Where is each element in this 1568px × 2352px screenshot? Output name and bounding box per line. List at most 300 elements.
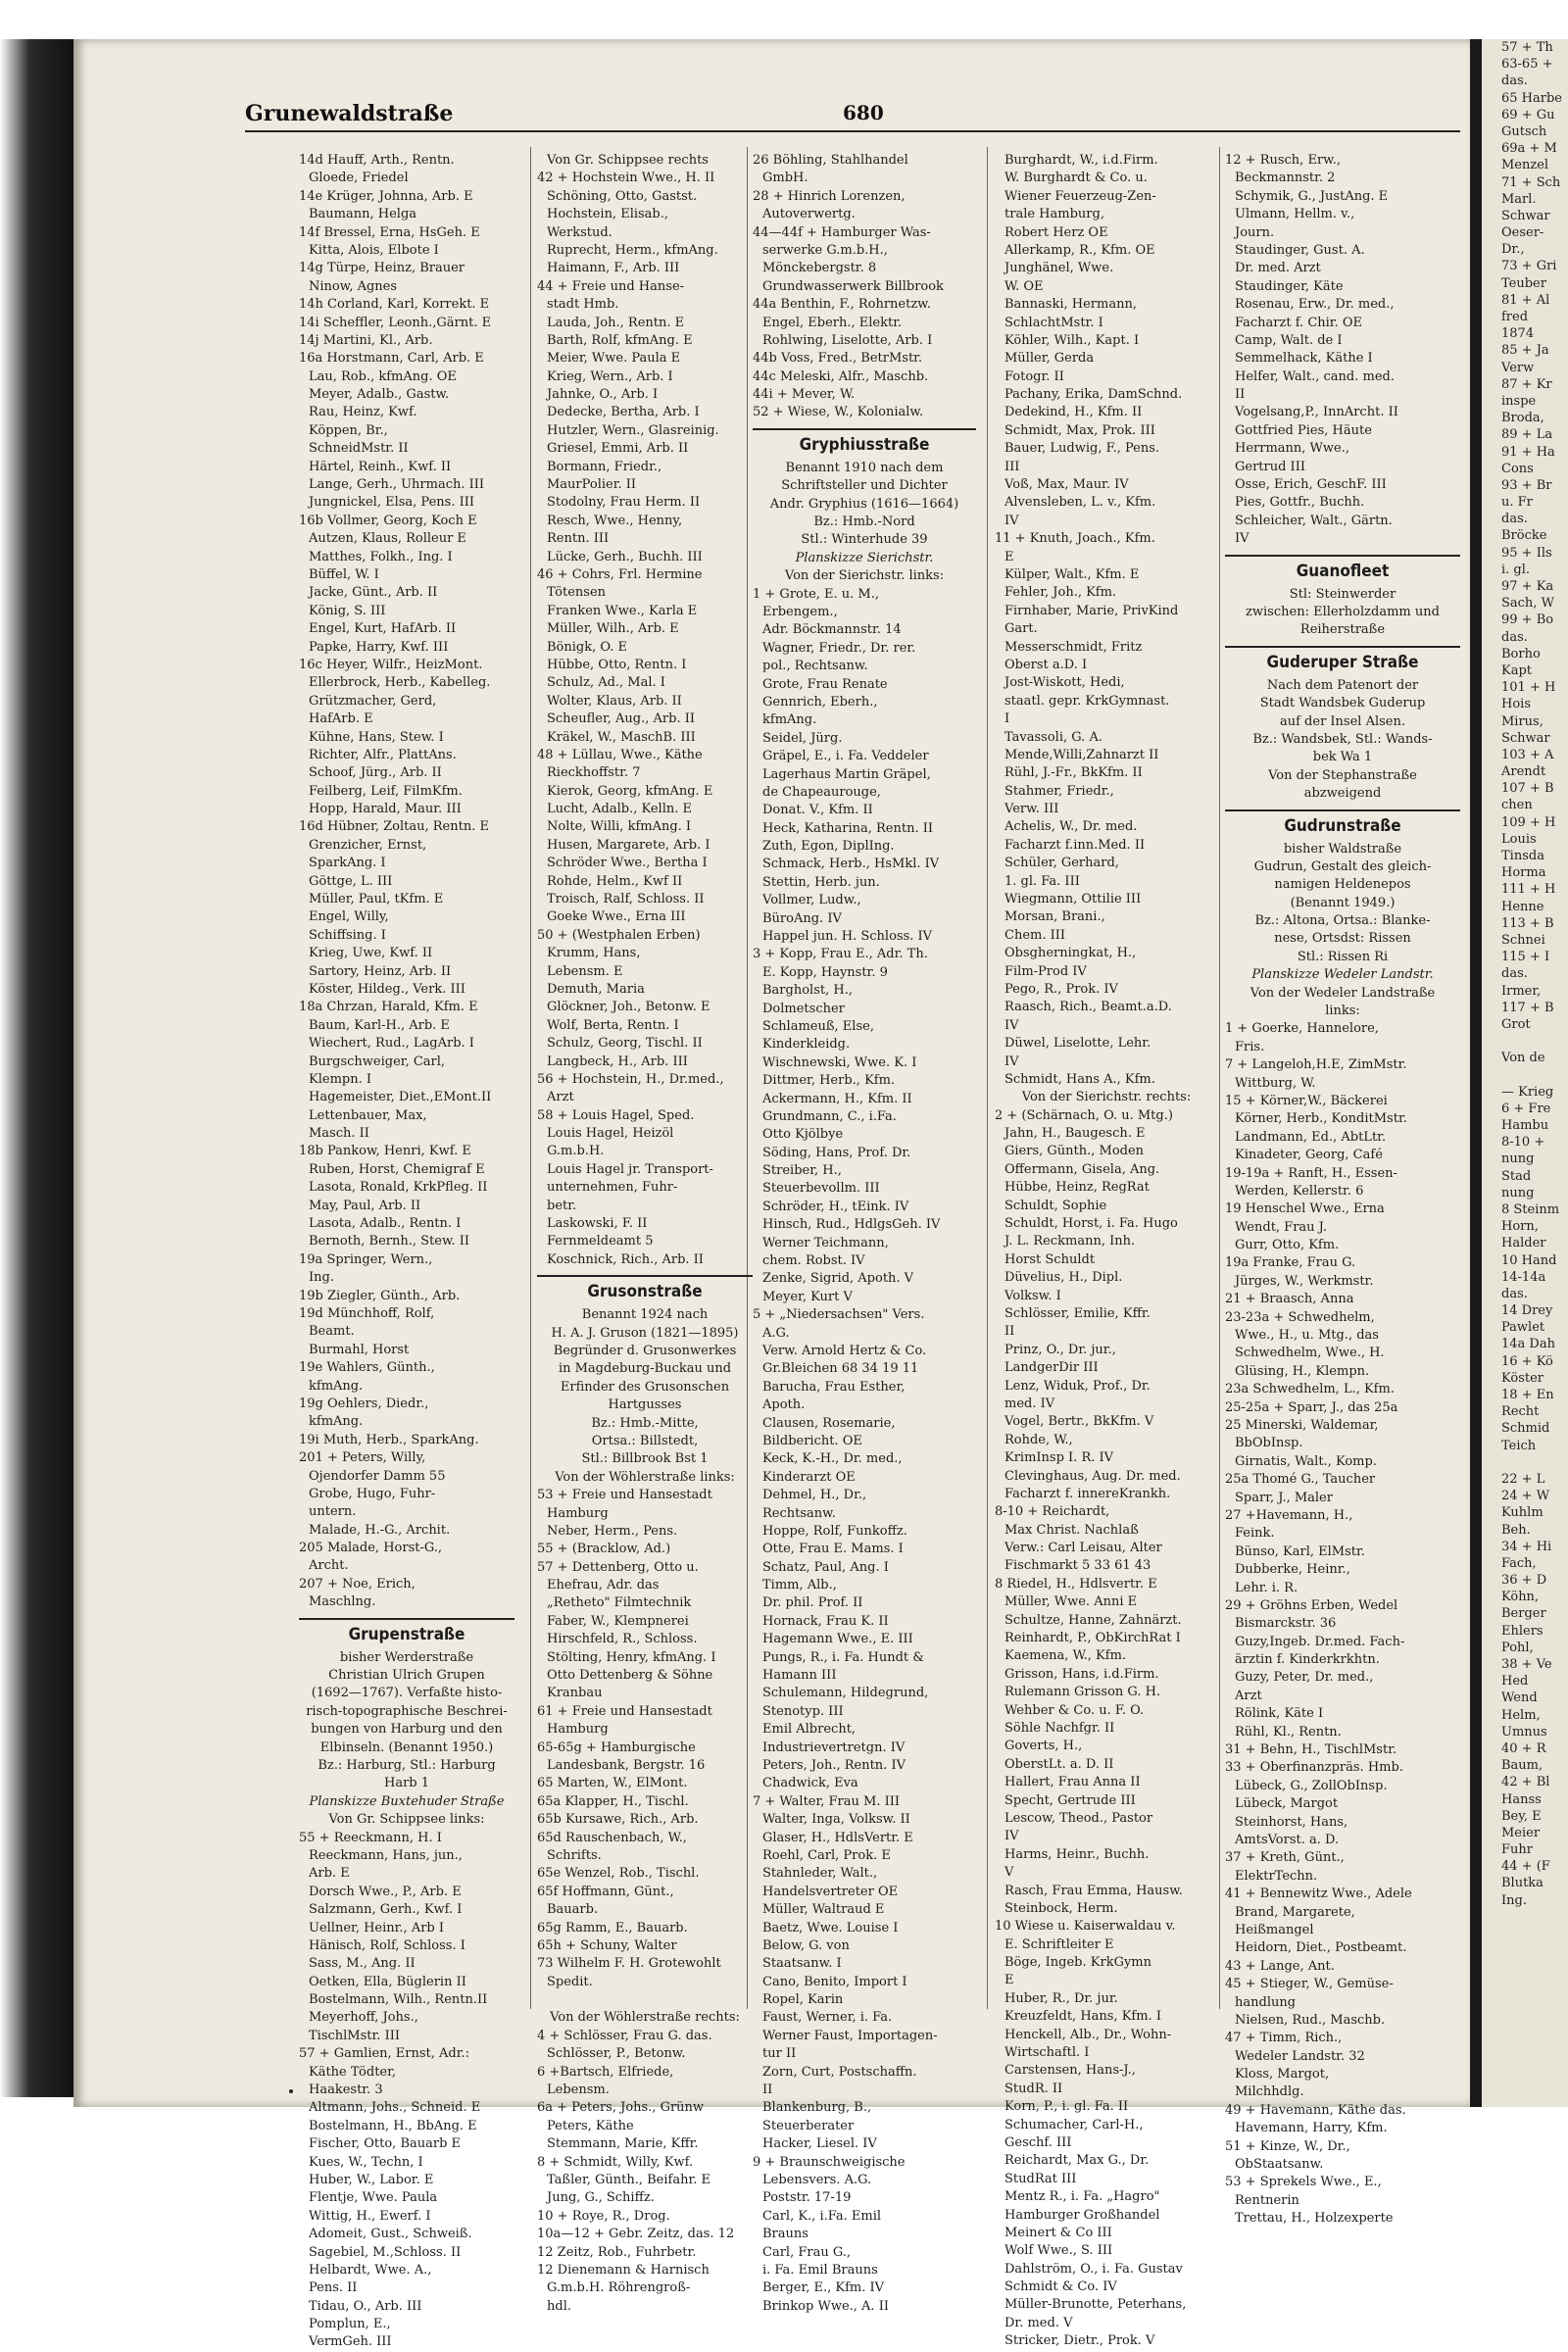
street-info-line: Reiherstraße [1299, 622, 1386, 638]
resident-entry: Wehber & Co. u. F. O. [1004, 1702, 1145, 1718]
street-info-line: Benannt 1910 nach dem [785, 460, 944, 475]
house-number-entry: 6 +Bartsch, Elfriede, [537, 2064, 674, 2080]
resident-entry: Kühne, Hans, Stew. I [309, 729, 444, 745]
resident-entry: Mentz R., i. Fa. „Hagro" [1004, 2189, 1160, 2205]
resident-entry: Richter, Alfr., PlattAns. [309, 747, 457, 762]
resident-entry: Jürges, W., Werkmstr. [1235, 1273, 1374, 1289]
resident-entry: Pachany, Erika, DamSchnd. [1004, 387, 1183, 403]
resident-entry: Baum, Karl-H., Arb. E [309, 1017, 450, 1033]
resident-entry: Rulemann Grisson G. H. [1004, 1685, 1161, 1700]
resident-entry: Brinkop Wwe., A. II [762, 2298, 889, 2314]
resident-entry: A.G. [762, 1325, 790, 1341]
resident-entry: Jost-Wiskott, Hedi, [1004, 675, 1125, 691]
resident-entry: Dedekind, H., Kfm. II [1004, 405, 1143, 420]
house-number-entry: 23a Schwedhelm, L., Kfm. [1225, 1382, 1395, 1397]
resident-entry: Salzmann, Gerh., Kwf. I [309, 1902, 463, 1918]
resident-entry: E. Schriftleiter E [1004, 1936, 1114, 1952]
resident-entry: G.m.b.H. Röhrengroß- [547, 2280, 691, 2296]
resident-entry: Bünso, Karl, ElMstr. [1235, 1544, 1365, 1559]
resident-entry: Lauda, Joh., Rentn. E [547, 315, 685, 330]
resident-entry: Reinhardt, P., ObKirchRat I [1004, 1631, 1181, 1646]
adjacent-page-line [1482, 1033, 1568, 1050]
resident-entry: unternehmen, Fuhr- [547, 1180, 678, 1196]
resident-entry: Heidorn, Diet., Postbeamt. [1235, 1940, 1407, 1956]
resident-entry: Arzt [547, 1090, 574, 1105]
adjacent-page-line: Teich [1501, 1438, 1537, 1453]
resident-entry: Feilberg, Leif, FilmKfm. [309, 783, 463, 799]
house-number-entry: 58 + Louis Hagel, Sped. [537, 1107, 695, 1123]
resident-entry: Lasota, Ronald, KrkPfleg. II [309, 1180, 488, 1196]
house-number-entry: 16c Heyer, Wilfr., HeizMont. [299, 657, 483, 672]
house-number-entry: 65-65g + Hamburgische [537, 1740, 696, 1755]
resident-entry: Ing. [309, 1270, 334, 1286]
resident-entry: Junghänel, Wwe. [1004, 261, 1114, 276]
house-number-entry: 16d Hübner, Zoltau, Rentn. E [299, 819, 489, 835]
street-heading: Guanofleet [1225, 555, 1460, 586]
street-info-line: Stl: Steinwerder [1289, 586, 1396, 602]
house-number-entry: 15 + Körner,W., Bäckerei [1225, 1093, 1388, 1108]
resident-entry: Feink. [1235, 1526, 1275, 1542]
resident-entry: Rohlwing, Liselotte, Arb. I [762, 332, 933, 348]
resident-entry: Schleicher, Walt., Gärtn. [1235, 513, 1393, 528]
adjacent-page-line: das. [1501, 966, 1528, 982]
resident-entry: Tavassoli, G. A. [1004, 729, 1102, 745]
resident-entry: Lebensm. E [547, 963, 623, 979]
house-number-entry: 65b Kursawe, Rich., Arb. [537, 1812, 699, 1828]
adjacent-page-line: das. [1501, 512, 1528, 527]
resident-entry: Wittburg, W. [1235, 1075, 1316, 1091]
resident-entry: Stricker, Dietr., Prok. V [1004, 2333, 1155, 2349]
resident-entry: untern. [309, 1504, 357, 1520]
resident-entry: Robert Herz OE [1004, 224, 1108, 240]
resident-entry: IV [1004, 513, 1019, 528]
adjacent-page-line: Irmer, [1501, 983, 1542, 999]
resident-entry: Koschnick, Rich., Arb. II [547, 1251, 704, 1267]
resident-entry: Poststr. 17-19 [762, 2190, 852, 2206]
adjacent-page-line: 107 + B [1501, 781, 1554, 797]
adjacent-page-line: chen [1501, 798, 1533, 813]
adjacent-page-line: 93 + Br [1501, 477, 1552, 493]
street-info-line: Schriftsteller und Dichter [781, 478, 948, 494]
house-number-entry: 47 + Timm, Rich., [1225, 2031, 1343, 2046]
adjacent-page-line: 73 + Gri [1501, 259, 1557, 274]
resident-entry: Werkstud. [547, 224, 612, 240]
resident-entry: Arzt [1235, 1688, 1262, 1703]
resident-entry: Schuldt, Horst, i. Fa. Hugo [1004, 1216, 1178, 1232]
resident-entry: kfmAng. [762, 712, 817, 728]
resident-entry: ärztin f. Kinderkrkhtn. [1235, 1652, 1380, 1668]
resident-entry: Härtel, Reinh., Kwf. II [309, 459, 452, 474]
resident-entry: Herrmann, Wwe., [1235, 441, 1349, 457]
resident-entry: Fischer, Otto, Bauarb E [309, 2136, 462, 2152]
resident-entry: Dehmel, H., Dr., [762, 1488, 867, 1503]
house-number-entry: 27 +Havemann, H., [1225, 1507, 1353, 1523]
resident-entry: Adr. Böckmannstr. 14 [762, 622, 902, 638]
adjacent-page-line: Schwar [1501, 730, 1550, 746]
resident-entry: Trettau, H., Holzexperte [1235, 2211, 1394, 2227]
street-info-line: zwischen: Ellerholzdamm und [1246, 604, 1440, 619]
house-number-entry: 50 + (Westphalen Erben) [537, 927, 701, 943]
resident-entry: Verw. Arnold Hertz & Co. [762, 1344, 927, 1358]
resident-entry: ElektrTechn. [1235, 1868, 1318, 1884]
resident-entry: Kräkel, W., MaschB. III [547, 729, 696, 745]
street-info-line: (1692—1767). Verfaßte histo- [311, 1686, 503, 1701]
resident-entry: Haakestr. 3 [309, 2082, 383, 2098]
adjacent-page-line: Kapt [1501, 662, 1533, 678]
resident-entry: Geschf. III [1004, 2134, 1072, 2150]
resident-entry: Schmidt, Max, Prok. III [1004, 422, 1155, 438]
adjacent-page-line: Pawlet [1501, 1320, 1545, 1336]
resident-entry: Jahn, H., Baugesch. E [1004, 1126, 1146, 1142]
adjacent-page-fragment [1482, 39, 1568, 2107]
adjacent-page-line: 69 + Gu [1501, 107, 1555, 122]
resident-entry: staatl. gepr. KrkGymnast. [1004, 693, 1170, 709]
adjacent-page-line: Recht [1501, 1404, 1540, 1420]
resident-entry: Bauarb. [547, 1902, 599, 1918]
resident-entry: HafArb. E [309, 711, 373, 727]
resident-entry: Reichardt, Max G., Dr. [1004, 2153, 1150, 2169]
adjacent-page-line: 85 + Ja [1501, 343, 1549, 359]
resident-entry: Timm, Alb., [762, 1578, 837, 1593]
resident-entry: Müller, Paul, tKfm. E [309, 892, 444, 907]
resident-entry: Hübbe, Otto, Rentn. I [547, 657, 687, 672]
resident-entry: Hochstein, Elisab., [547, 207, 669, 222]
resident-entry: pol., Rechtsanw. [762, 659, 868, 674]
resident-entry: Franken Wwe., Karla E [547, 603, 698, 618]
resident-entry: Schatz, Paul, Ang. I [762, 1559, 889, 1575]
house-number-entry: 7 + Langeloh,H.E, ZimMstr. [1225, 1057, 1407, 1073]
adjacent-page-line: Mirus, [1501, 713, 1544, 729]
resident-entry: Hopp, Harald, Maur. III [309, 802, 462, 817]
adjacent-page-line: Horma [1501, 865, 1546, 881]
resident-entry: Müller, Wilh., Arb. E [547, 621, 679, 637]
directory-column-4 [995, 152, 1218, 2349]
street-info-line: bungen von Harburg und den [311, 1722, 503, 1738]
adjacent-page-line: Oeser- [1501, 225, 1544, 241]
house-number-entry: 10a—12 + Gebr. Zeitz, das. 12 [537, 2227, 735, 2242]
resident-entry: Barth, Rolf, kfmAng. E [547, 332, 693, 348]
resident-entry: Stenotyp. III [762, 1703, 844, 1719]
house-number-entry: 19-19a + Ranft, H., Essen- [1225, 1165, 1397, 1181]
street-info-line: Ortsa.: Billstedt, [591, 1433, 699, 1448]
resident-entry: II [1235, 387, 1246, 403]
resident-entry: Schlösser, P., Betonw. [547, 2046, 686, 2062]
resident-entry: Roehl, Carl, Prok. E [762, 1847, 891, 1863]
adjacent-page-line: Grot [1501, 1016, 1531, 1032]
resident-entry: Cano, Benito, Import I [762, 1974, 907, 1989]
adjacent-page-line: das. [1501, 74, 1528, 89]
house-number-entry: 44—44f + Hamburger Was- [753, 224, 931, 240]
resident-entry: Pego, R., Prok. IV [1004, 981, 1118, 997]
resident-entry: Seidel, Jürg. [762, 730, 843, 746]
street-info-line: Harb 1 [383, 1776, 430, 1791]
resident-entry: Dorsch Wwe., P., Arb. E [309, 1884, 462, 1899]
adjacent-page-line: Wend [1501, 1690, 1538, 1706]
resident-entry: Raasch, Rich., Beamt.a.D. [1004, 1000, 1172, 1015]
resident-entry: Hänisch, Rolf, Schloss. I [309, 1937, 466, 1953]
house-number-entry: 23-23a + Schwedhelm, [1225, 1309, 1375, 1325]
street-running-head: Grunewaldstraße [245, 101, 454, 126]
resident-entry: Schröder, H., tEink. IV [762, 1199, 909, 1214]
column-rule [1219, 147, 1220, 2009]
adjacent-page-line: Teuber [1501, 275, 1546, 291]
resident-entry: Nielsen, Rud., Maschb. [1235, 2012, 1386, 2028]
resident-entry: Grobe, Hugo, Fuhr- [309, 1486, 436, 1501]
resident-entry: Landmann, Ed., AbtLtr. [1235, 1129, 1387, 1145]
resident-entry: Gennrich, Eberh., [762, 694, 878, 710]
adjacent-page-line: 97 + Ka [1501, 579, 1554, 594]
house-number-entry: 25-25a + Sparr, J., das 25a [1225, 1399, 1398, 1415]
resident-entry: Hinsch, Rud., HdlgsGeh. IV [762, 1217, 941, 1233]
resident-entry: Hagemeister, Diet.,EMont.II [309, 1090, 492, 1105]
house-number-entry: 25a Thomé G., Taucher [1225, 1472, 1376, 1488]
adjacent-page-line: 109 + H [1501, 814, 1556, 830]
plan-sketch-note: Planskizze Sierichstr. [795, 550, 934, 565]
resident-entry: E [1004, 1973, 1014, 1988]
resident-entry: J. L. Reckmann, Inh. [1004, 1234, 1136, 1250]
house-number-entry: 14e Krüger, Johnna, Arb. E [299, 188, 473, 204]
resident-entry: Engel, Kurt, HafArb. II [309, 621, 457, 637]
house-number-entry: 26 Böhling, Stahlhandel [753, 153, 908, 168]
resident-entry: Rölink, Käte I [1235, 1706, 1324, 1722]
page-dot [289, 2089, 293, 2093]
adjacent-page-line: Bröcke [1501, 528, 1547, 544]
adjacent-page-line: — Krieg [1501, 1084, 1554, 1100]
resident-entry: BüroAng. IV [762, 910, 842, 926]
resident-entry: Schmidt & Co. IV [1004, 2279, 1117, 2295]
house-number-entry: 18b Pankow, Henri, Kwf. E [299, 1144, 471, 1159]
resident-entry: Mende,Willi,Zahnarzt II [1004, 747, 1159, 762]
resident-entry: Schulz, Ad., Mal. I [547, 675, 665, 691]
house-number-entry: 46 + Cohrs, Frl. Hermine [537, 566, 703, 582]
house-number-entry: 14h Corland, Karl, Korrekt. E [299, 297, 490, 313]
adjacent-page-line: Verw [1501, 360, 1535, 375]
resident-entry: Klempn. I [309, 1071, 371, 1087]
street-info-line: (Benannt 1949.) [1290, 895, 1396, 910]
resident-entry: Erbengem., [762, 604, 838, 619]
resident-entry: Burgschweiger, Carl, [309, 1054, 446, 1069]
resident-entry: Bannaski, Hermann, [1004, 297, 1137, 313]
resident-entry: Schuldt, Sophie [1004, 1198, 1107, 1213]
resident-entry: OberstLt. a. D. II [1004, 1756, 1114, 1772]
house-number-entry: 65e Wenzel, Rob., Tischl. [537, 1866, 700, 1882]
resident-entry: Glaser, H., HdlsVertr. E [762, 1830, 913, 1845]
resident-entry: Camp, Walt. de I [1235, 332, 1343, 348]
resident-entry: Havemann, Harry, Kfm. [1235, 2121, 1388, 2136]
adjacent-page-line: Sach, W [1501, 596, 1554, 612]
resident-entry: Hagemann Wwe., E. III [762, 1632, 913, 1647]
house-number-entry: 73 Wilhelm F. H. Grotewohlt [537, 1956, 721, 1972]
scan-shadow-left [0, 39, 74, 2097]
directory-column-1 [299, 152, 514, 2350]
resident-entry: Schymik, G., JustAng. E [1235, 188, 1389, 204]
street-info-line: Stl.: Rissen Ri [1297, 949, 1389, 964]
resident-entry: Carstensen, Hans-J., [1004, 2063, 1136, 2079]
adjacent-page-line: nung [1501, 1152, 1535, 1167]
resident-entry: Film-Prod IV [1004, 963, 1087, 979]
resident-entry: Kinderarzt OE [762, 1469, 856, 1485]
page-gutter [1470, 39, 1482, 2107]
resident-entry: Schrifts. [547, 1847, 602, 1863]
resident-entry: Baetz, Wwe. Louise I [762, 1920, 899, 1936]
resident-entry: Louis Hagel, Heizöl [547, 1126, 674, 1142]
resident-entry: Hornack, Frau K. II [762, 1613, 889, 1629]
resident-entry: Harms, Heinr., Buchh. [1004, 1846, 1150, 1862]
resident-entry: Osse, Erich, GeschF. III [1235, 477, 1387, 493]
resident-entry: Rechtsanw. [762, 1505, 836, 1521]
resident-entry: Rühl, J.-Fr., BkKfm. II [1004, 765, 1143, 781]
street-info-line: Von der Wöhlerstraße links: [555, 1469, 735, 1485]
resident-entry: Tötensen [547, 585, 607, 601]
street-info-line: Bz.: Wandsbek, Stl.: Wands- [1252, 731, 1433, 747]
resident-entry: Pens. II [309, 2280, 358, 2296]
resident-entry: Köster, Hildeg., Verk. III [309, 981, 466, 997]
resident-entry: ObStaatsanw. [1235, 2157, 1324, 2173]
street-info-line: Von Gr. Schippsee links: [328, 1812, 485, 1828]
resident-entry: Schulemann, Hildegrund, [762, 1686, 929, 1701]
adjacent-page-line: Stad [1501, 1168, 1532, 1184]
resident-entry: Malade, H.-G., Archit. [309, 1522, 451, 1538]
street-info-line: bek Wa 1 [1312, 750, 1373, 765]
resident-entry: Wagner, Friedr., Dr. rer. [762, 640, 916, 656]
street-info-line: Von der Wedeler Landstraße [1250, 985, 1436, 1001]
resident-entry: Wolf, Berta, Rentn. I [547, 1017, 679, 1033]
resident-entry: Sagebiel, M.,Schloss. II [309, 2244, 462, 2260]
street-info-line: Christian Ulrich Grupen [328, 1668, 485, 1684]
street-info-line: Bz.: Harburg, Stl.: Harburg [318, 1757, 496, 1773]
house-number-entry: 65h + Schuny, Walter [537, 1937, 677, 1953]
resident-entry: Specht, Gertrude III [1004, 1792, 1136, 1808]
resident-entry: Burghardt, W., i.d.Firm. [1004, 153, 1158, 168]
resident-entry: Schultze, Hanne, Zahnärzt. [1004, 1612, 1182, 1628]
resident-entry: Rieckhoffstr. 7 [547, 765, 641, 781]
resident-entry: SparkAng. I [309, 856, 386, 871]
resident-entry: Facharzt f.inn.Med. II [1004, 837, 1146, 853]
resident-entry: II [762, 2082, 773, 2098]
resident-entry: Meyerhoff, Johs., [309, 2010, 418, 2026]
adjacent-page-line: Horn, [1501, 1219, 1539, 1235]
house-number-entry: 42 + Hochstein Wwe., H. II [537, 171, 715, 186]
resident-entry: Grenzicher, Ernst, [309, 837, 427, 853]
resident-entry: Meinert & Co III [1004, 2225, 1112, 2240]
resident-entry: Grote, Frau Renate [762, 676, 888, 692]
resident-entry: „Retheto" Filmtechnik [547, 1595, 692, 1611]
resident-entry: Volksw. I [1004, 1288, 1061, 1303]
resident-entry: Matthes, Folkh., Ing. I [309, 549, 453, 564]
resident-entry: Wiener Feuerzeug-Zen- [1004, 188, 1156, 204]
resident-entry: Müller, Wwe. Anni E [1004, 1594, 1138, 1610]
adjacent-page-line: 44 + (F [1501, 1859, 1550, 1875]
resident-entry: Glöckner, Joh., Betonw. E [547, 1000, 710, 1015]
resident-entry: Kaemena, W., Kfm. [1004, 1648, 1127, 1664]
adjacent-page-line: Henne [1501, 899, 1544, 914]
resident-entry: Oetken, Ella, Büglerin II [309, 1974, 466, 1989]
adjacent-page-line: das. [1501, 1286, 1528, 1301]
house-number-entry: 44c Meleski, Alfr., Maschb. [753, 368, 929, 384]
resident-entry: Wittig, H., Ewerf. I [309, 2208, 431, 2224]
resident-entry: Taßler, Günth., Beifahr. E [547, 2172, 711, 2187]
resident-entry: Pies, Gottfr., Buchh. [1235, 495, 1365, 511]
resident-entry: Tidau, O., Arb. III [309, 2298, 422, 2314]
adjacent-page-line: 89 + La [1501, 427, 1553, 443]
resident-entry: Verw. III [1004, 802, 1059, 817]
resident-entry: Hübbe, Heinz, RegRat [1004, 1180, 1150, 1196]
resident-entry: Wiegmann, Ottilie III [1004, 892, 1142, 907]
resident-entry: Dubberke, Heinr., [1235, 1562, 1350, 1578]
resident-entry: Nolte, Willi, kfmAng. I [547, 819, 692, 835]
house-number-entry: 65d Rauschenbach, W., [537, 1830, 687, 1845]
street-info-line: Benannt 1924 nach [581, 1307, 709, 1323]
house-number-entry: 1 + Grote, E. u. M., [753, 586, 880, 602]
resident-entry: Sass, M., Ang. II [309, 1956, 416, 1972]
adjacent-page-line: Borho [1501, 646, 1541, 662]
adjacent-page-line: Von de [1501, 1051, 1545, 1066]
resident-entry: Semmelhack, Käthe I [1235, 351, 1373, 367]
resident-entry: Firnhaber, Marie, PrivKind [1004, 603, 1179, 618]
resident-entry: Kranbau [547, 1686, 603, 1701]
adjacent-page-line: Meier [1501, 1825, 1541, 1840]
resident-entry: Fischmarkt 5 33 61 43 [1004, 1558, 1152, 1574]
adjacent-page-line: 99 + Bo [1501, 612, 1554, 628]
resident-entry: SchneidMstr. II [309, 441, 409, 457]
resident-entry: Obsgherningkat, H., [1004, 946, 1137, 961]
resident-entry: Hallert, Frau Anna II [1004, 1775, 1141, 1790]
resident-entry: Hamburg [547, 1722, 609, 1738]
resident-entry: Dittmer, Herb., Kfm. [762, 1073, 896, 1089]
resident-entry: Girnatis, Walt., Komp. [1235, 1453, 1377, 1469]
resident-entry: Söding, Hans, Prof. Dr. [762, 1145, 911, 1160]
resident-entry: Ulmann, Hellm. v., [1235, 207, 1355, 222]
resident-entry: Fernmeldeamt 5 [547, 1234, 654, 1250]
resident-entry: Giers, Günth., Moden [1004, 1144, 1145, 1159]
resident-entry: Rosenau, Erw., Dr. med., [1235, 297, 1395, 313]
resident-entry: Beckmannstr. 2 [1235, 171, 1336, 186]
resident-entry: Morsan, Brani., [1004, 909, 1105, 925]
resident-entry: Reeckmann, Hans, jun., [309, 1847, 463, 1863]
resident-entry: Böge, Ingeb. KrkGymn [1004, 1955, 1152, 1971]
resident-entry: Lagerhaus Martin Gräpel, [762, 766, 931, 782]
resident-entry: Hamburg [547, 1505, 609, 1521]
resident-entry: Grisson, Hans, i.d.Firm. [1004, 1666, 1159, 1682]
resident-entry: Wirtschaftl. I [1004, 2045, 1090, 2061]
resident-entry: Huber, W., Labor. E [309, 2172, 434, 2187]
resident-entry: Landesbank, Bergstr. 16 [547, 1757, 706, 1773]
house-number-entry: 19a Springer, Wern., [299, 1251, 433, 1267]
resident-entry: Walter, Inga, Volksw. II [762, 1812, 910, 1828]
adjacent-page-line: Berger [1501, 1606, 1546, 1622]
resident-entry: Maschlng. [309, 1594, 376, 1610]
house-number-entry: 19i Muth, Herb., SparkAng. [299, 1432, 479, 1447]
street-heading: Gudrunstraße [1225, 809, 1460, 841]
adjacent-page-line: 14 Drey [1501, 1303, 1553, 1319]
resident-entry: Otte, Frau E. Mams. I [762, 1542, 904, 1557]
resident-entry: Griesel, Emmi, Arb. II [547, 441, 689, 457]
resident-entry: Kloss, Margot, [1235, 2067, 1330, 2082]
adjacent-page-line: 8 Steinm [1501, 1201, 1560, 1217]
street-info-line: Von der Wöhlerstraße rechts: [550, 2010, 740, 2026]
house-number-entry: 61 + Freie und Hansestadt [537, 1703, 712, 1719]
adjacent-page-line: Ing. [1501, 1892, 1527, 1908]
resident-entry: Kreuzfeldt, Hans, Kfm. I [1004, 2009, 1161, 2025]
resident-entry: Troisch, Ralf, Schloss. II [547, 892, 705, 907]
house-number-entry: 12 Zeitz, Rob., Fuhrbetr. [537, 2244, 697, 2260]
house-number-entry: 33 + Oberfinanzpräs. Hmb. [1225, 1760, 1403, 1776]
resident-entry: betr. [547, 1198, 577, 1213]
resident-entry: Lehr. i. R. [1235, 1580, 1298, 1595]
resident-entry: Lücke, Gerh., Buchh. III [547, 549, 703, 564]
street-heading: Gryphiusstraße [753, 428, 976, 460]
street-info-line: bisher Werderstraße [339, 1649, 474, 1665]
